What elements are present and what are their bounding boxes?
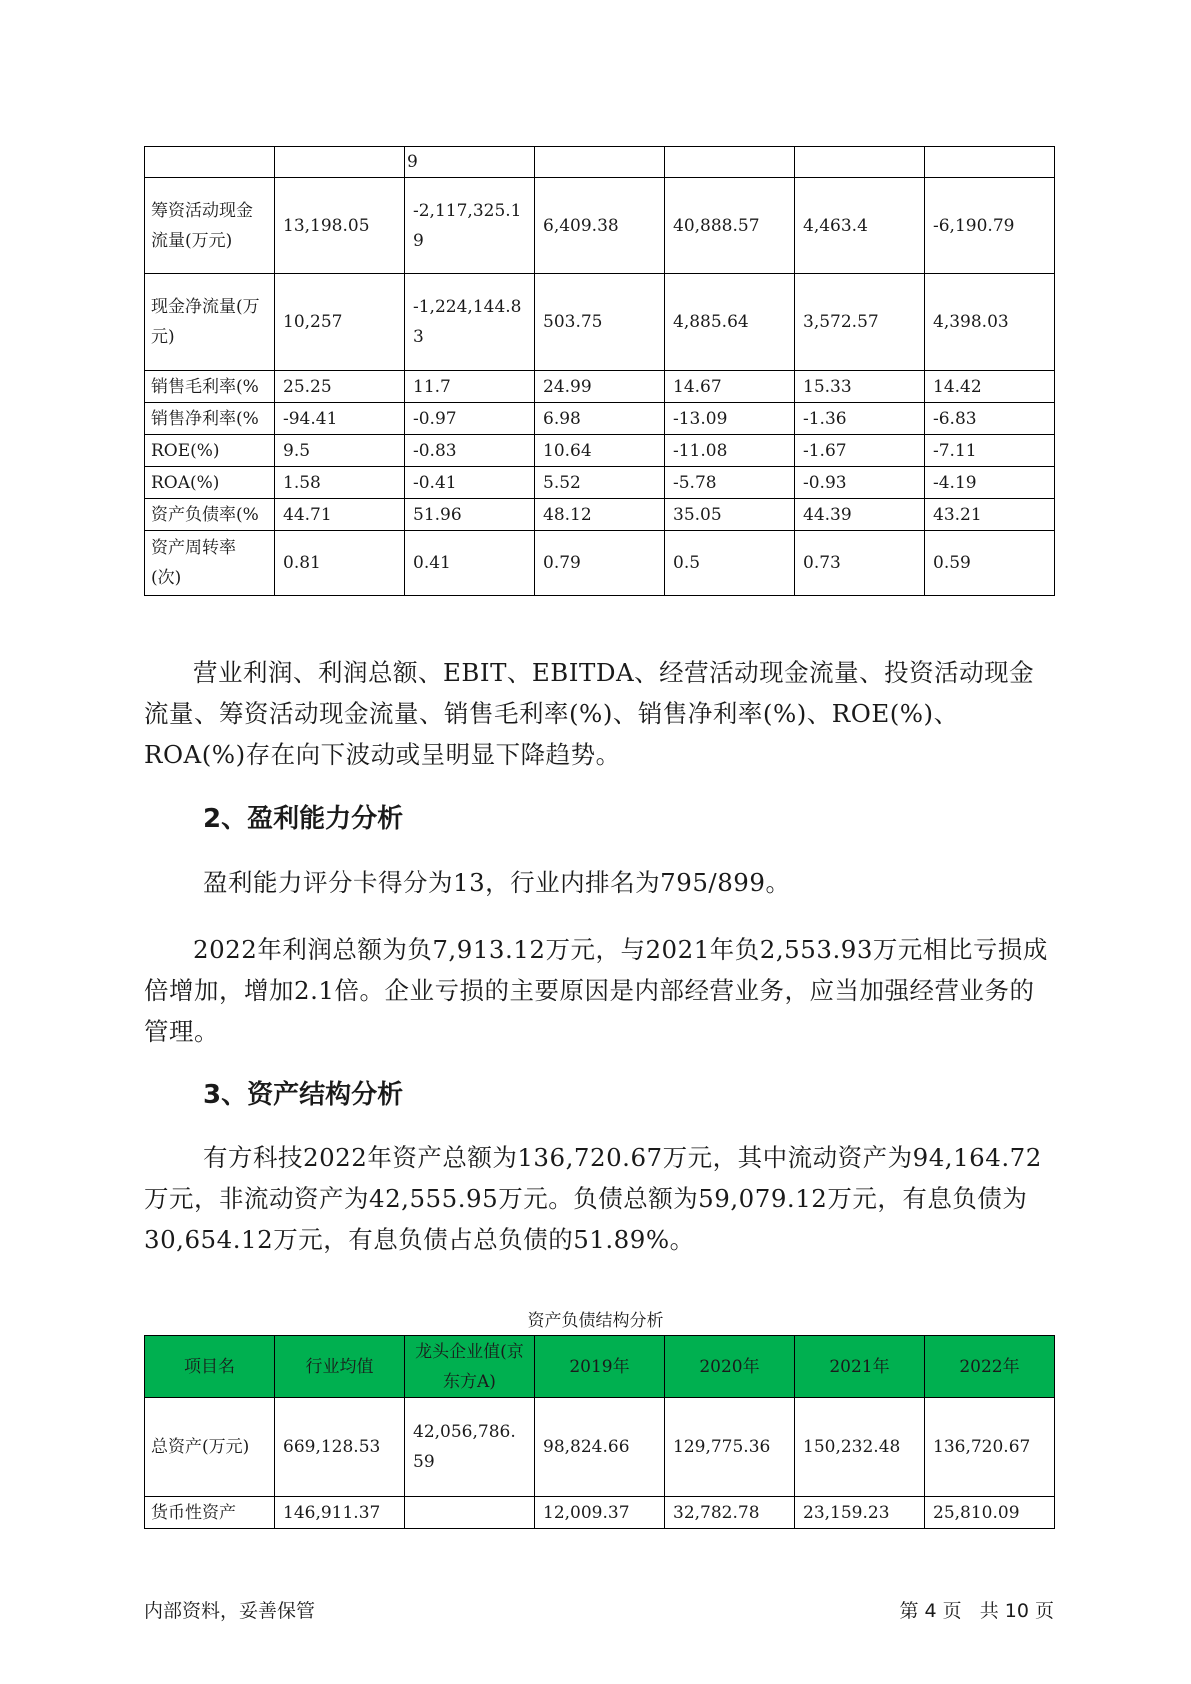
section-2-paragraph-2: 2022年利润总额为负7,913.12万元，与2021年负2,553.93万元相比亏损成倍增加，增加2.1倍。企业亏损的主要原因是内部经营业务，应当加强经营业务的管理。 xyxy=(144,935,1048,1046)
table-row xyxy=(145,531,1055,596)
table-row xyxy=(145,1497,1055,1529)
column-header: 项目名 xyxy=(145,1336,275,1398)
value-cell: 146,911.37 xyxy=(275,1497,405,1529)
value-cell: 5.52 xyxy=(535,467,665,499)
financial-indicators-table xyxy=(144,146,1055,596)
value-cell: 42,056,786.59 xyxy=(405,1398,535,1497)
balance-structure-table xyxy=(144,1335,1055,1529)
value-cell: 10.64 xyxy=(535,435,665,467)
table-caption: 资产负债结构分析 xyxy=(527,1311,664,1331)
value-cell: 12,009.37 xyxy=(535,1497,665,1529)
value-cell: 4,885.64 xyxy=(665,274,795,371)
row-label-cell: ROE(%) xyxy=(145,435,275,467)
section-2-heading: 2、盈利能力分析 xyxy=(203,804,404,834)
value-cell: 13,198.05 xyxy=(275,178,405,274)
table-row xyxy=(145,467,1055,499)
column-header: 2022年 xyxy=(925,1336,1055,1398)
value-cell: 98,824.66 xyxy=(535,1398,665,1497)
value-cell: 503.75 xyxy=(535,274,665,371)
footer-page-number: 第 4 页 共 10 页 xyxy=(899,1600,1054,1622)
table-header-row xyxy=(145,1336,1055,1398)
row-label-cell: 销售净利率(% xyxy=(145,403,275,435)
row-label-cell: 资产负债率(% xyxy=(145,499,275,531)
column-header: 行业均值 xyxy=(275,1336,405,1398)
value-cell xyxy=(405,1497,535,1529)
value-cell: -7.11 xyxy=(925,435,1055,467)
value-cell: 4,463.4 xyxy=(795,178,925,274)
value-cell: -6.83 xyxy=(925,403,1055,435)
table-row xyxy=(145,371,1055,403)
table-row xyxy=(145,274,1055,371)
row-label-cell xyxy=(145,147,275,178)
value-cell: -11.08 xyxy=(665,435,795,467)
value-cell: -1.36 xyxy=(795,403,925,435)
value-cell: 129,775.36 xyxy=(665,1398,795,1497)
value-cell: -1,224,144.83 xyxy=(405,274,535,371)
value-cell: 25,810.09 xyxy=(925,1497,1055,1529)
value-cell: -6,190.79 xyxy=(925,178,1055,274)
value-cell: 32,782.78 xyxy=(665,1497,795,1529)
value-cell: 24.99 xyxy=(535,371,665,403)
value-cell: 0.79 xyxy=(535,531,665,596)
value-cell: -0.83 xyxy=(405,435,535,467)
value-cell: -5.78 xyxy=(665,467,795,499)
value-cell: 6.98 xyxy=(535,403,665,435)
value-cell: 44.39 xyxy=(795,499,925,531)
table-row xyxy=(145,435,1055,467)
column-header: 2021年 xyxy=(795,1336,925,1398)
table-row xyxy=(145,403,1055,435)
row-label-cell: 筹资活动现金流量(万元) xyxy=(145,178,275,274)
value-cell: 669,128.53 xyxy=(275,1398,405,1497)
row-label-cell: 货币性资产 xyxy=(145,1497,275,1529)
value-cell: 25.25 xyxy=(275,371,405,403)
value-cell: 0.81 xyxy=(275,531,405,596)
value-cell xyxy=(665,147,795,178)
value-cell: 9.5 xyxy=(275,435,405,467)
value-cell xyxy=(925,147,1055,178)
value-cell: -2,117,325.19 xyxy=(405,178,535,274)
value-cell: 10,257 xyxy=(275,274,405,371)
value-cell: 23,159.23 xyxy=(795,1497,925,1529)
value-cell: -0.97 xyxy=(405,403,535,435)
value-cell: -0.93 xyxy=(795,467,925,499)
value-cell: 35.05 xyxy=(665,499,795,531)
value-cell: 14.67 xyxy=(665,371,795,403)
value-cell: 48.12 xyxy=(535,499,665,531)
value-cell: 11.7 xyxy=(405,371,535,403)
row-label-cell: ROA(%) xyxy=(145,467,275,499)
section-3-heading: 3、资产结构分析 xyxy=(203,1080,404,1110)
value-cell xyxy=(535,147,665,178)
value-cell: -0.41 xyxy=(405,467,535,499)
value-cell: 14.42 xyxy=(925,371,1055,403)
value-cell: 3,572.57 xyxy=(795,274,925,371)
value-cell xyxy=(275,147,405,178)
value-cell: 6,409.38 xyxy=(535,178,665,274)
table-row xyxy=(145,178,1055,274)
value-cell: 1.58 xyxy=(275,467,405,499)
value-cell: 0.5 xyxy=(665,531,795,596)
value-cell: 0.41 xyxy=(405,531,535,596)
value-cell: 4,398.03 xyxy=(925,274,1055,371)
value-cell: 40,888.57 xyxy=(665,178,795,274)
footer-confidential-note: 内部资料，妥善保管 xyxy=(144,1600,316,1622)
value-cell: -1.67 xyxy=(795,435,925,467)
table-row xyxy=(145,1398,1055,1497)
value-cell: 150,232.48 xyxy=(795,1398,925,1497)
value-cell: 9 xyxy=(405,147,535,178)
section-3-paragraph-1: 有方科技2022年资产总额为136,720.67万元，其中流动资产为94,164.72万元，非流动资产为42,555.95万元。负债总额为59,079.12万元，有息负债为30,654.12万元，有息负债占总负债的51.89%。 xyxy=(144,1143,1042,1254)
value-cell: 0.59 xyxy=(925,531,1055,596)
row-label-cell: 资产周转率(次) xyxy=(145,531,275,596)
value-cell: 0.73 xyxy=(795,531,925,596)
column-header: 龙头企业值(京东方A) xyxy=(405,1336,535,1398)
value-cell: 51.96 xyxy=(405,499,535,531)
table-row xyxy=(145,499,1055,531)
section-2-paragraph-1: 盈利能力评分卡得分为13，行业内排名为795/899。 xyxy=(203,868,791,897)
value-cell: -4.19 xyxy=(925,467,1055,499)
value-cell: 43.21 xyxy=(925,499,1055,531)
column-header: 2020年 xyxy=(665,1336,795,1398)
column-header: 2019年 xyxy=(535,1336,665,1398)
row-label-cell: 总资产(万元) xyxy=(145,1398,275,1497)
row-label-cell: 现金净流量(万元) xyxy=(145,274,275,371)
value-cell: 44.71 xyxy=(275,499,405,531)
value-cell: 15.33 xyxy=(795,371,925,403)
value-cell: 136,720.67 xyxy=(925,1398,1055,1497)
value-cell: -13.09 xyxy=(665,403,795,435)
table-row xyxy=(145,147,1055,178)
value-cell: -94.41 xyxy=(275,403,405,435)
value-cell xyxy=(795,147,925,178)
row-label-cell: 销售毛利率(% xyxy=(145,371,275,403)
summary-paragraph: 营业利润、利润总额、EBIT、EBITDA、经营活动现金流量、投资活动现金流量、筹资活动现金流量、销售毛利率(%)、销售净利率(%)、ROE(%)、ROA(%)存在向下波动或呈明显下降趋势。 xyxy=(144,658,1035,769)
